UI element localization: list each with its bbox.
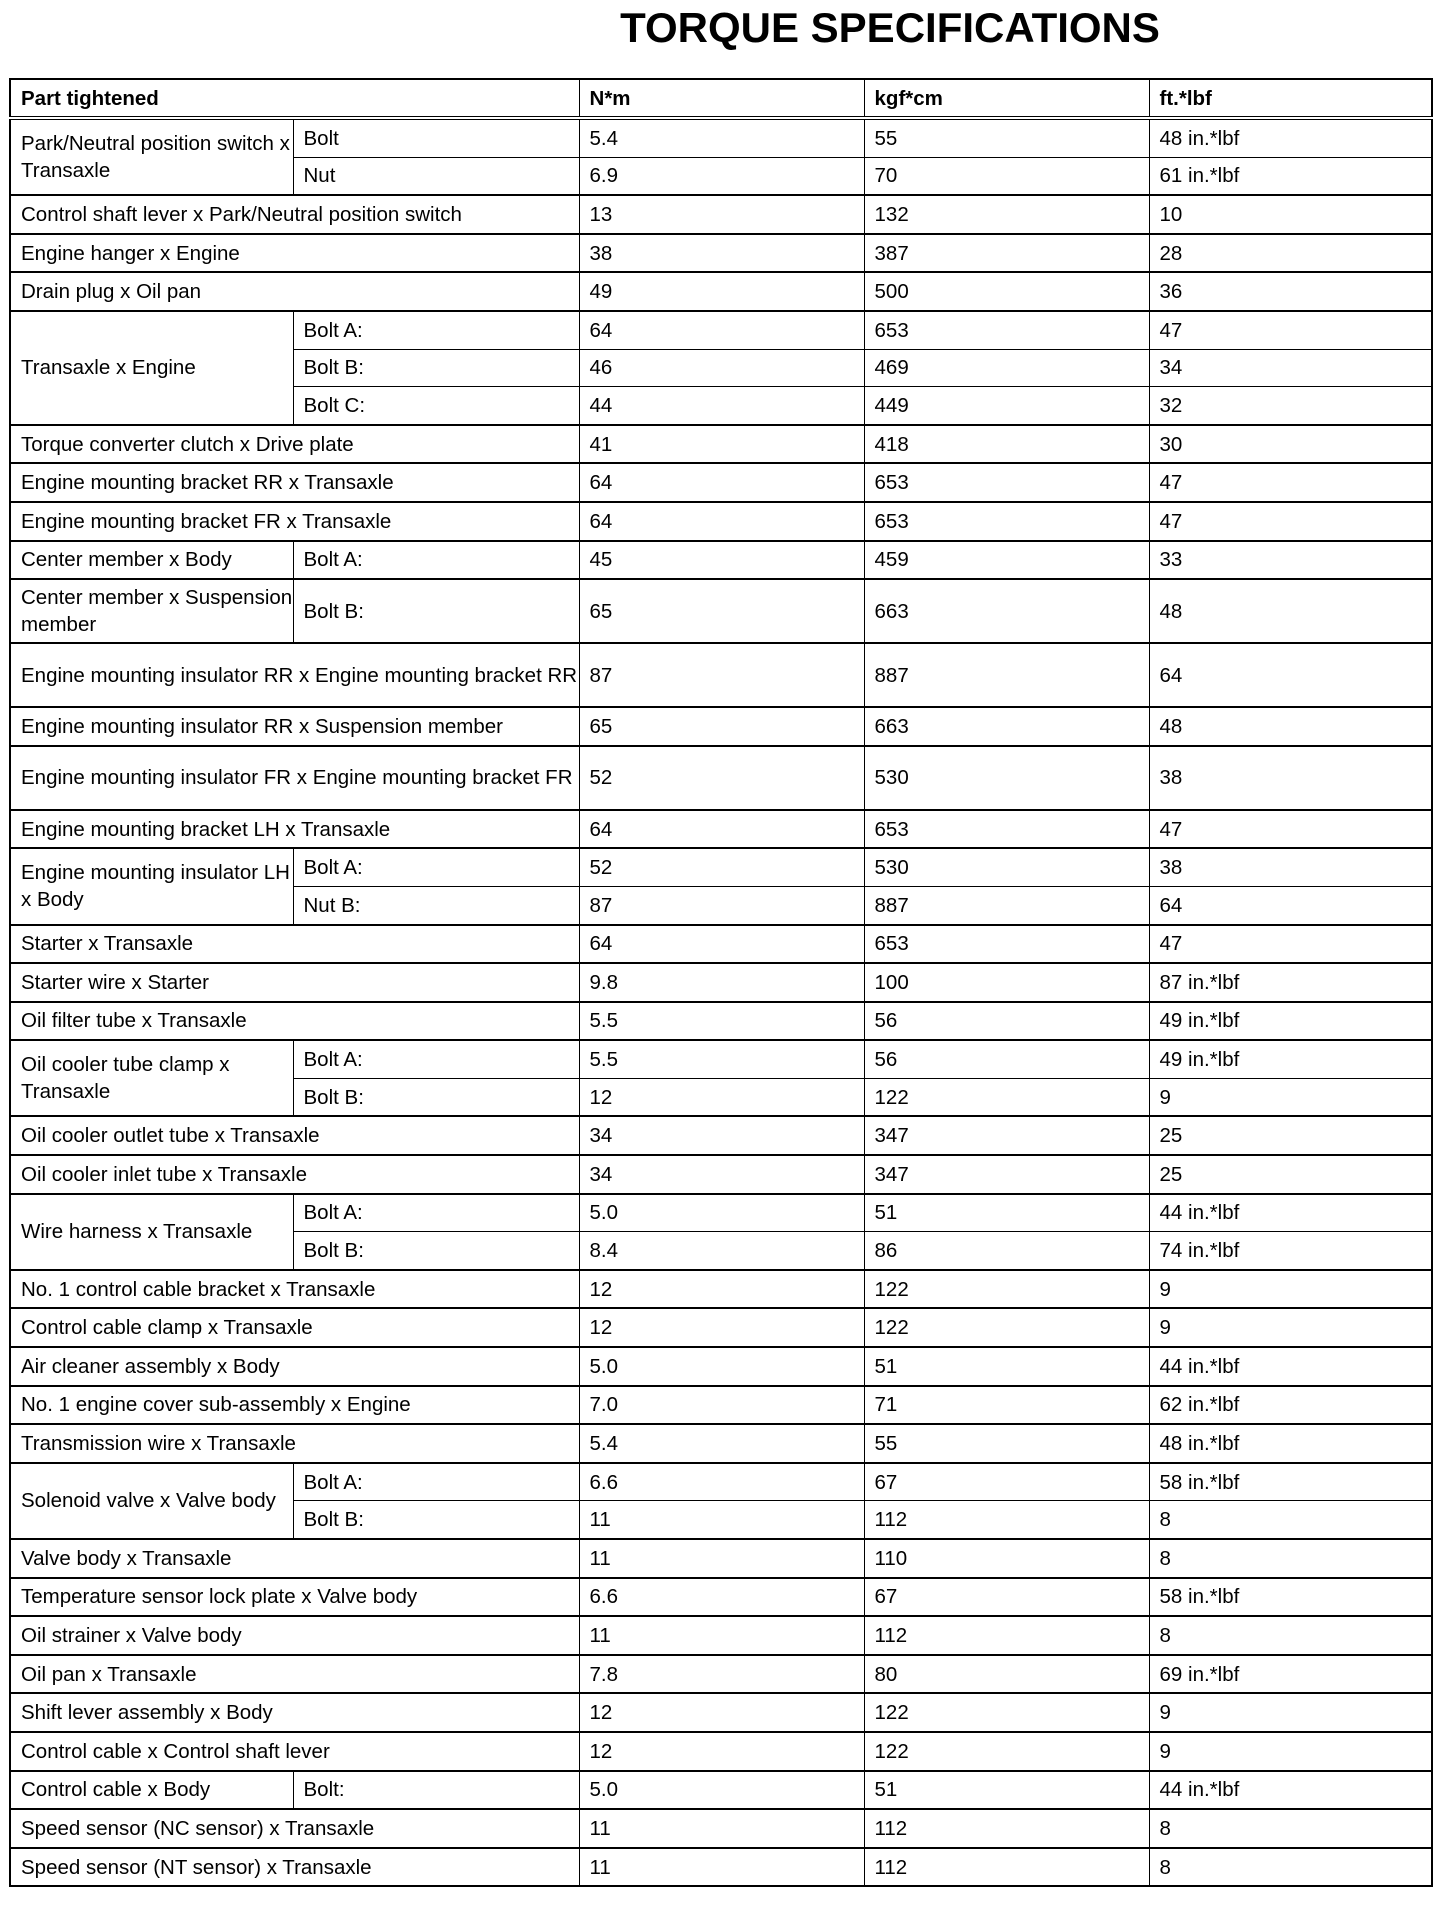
ftlbf-cell: 8 — [1149, 1501, 1432, 1539]
kgf-cell: 55 — [864, 118, 1149, 157]
part-cell: Engine mounting bracket LH x Transaxle — [10, 810, 579, 849]
ftlbf-cell: 74 in.*lbf — [1149, 1232, 1432, 1270]
ftlbf-cell: 25 — [1149, 1155, 1432, 1194]
table-row — [10, 1578, 1432, 1617]
part-cell: Control shaft lever x Park/Neutral position switch — [10, 195, 579, 234]
table-row — [10, 810, 1432, 849]
ftlbf-cell: 8 — [1149, 1539, 1432, 1578]
part-cell: Engine mounting insulator LH x Body — [10, 848, 293, 924]
nm-cell: 64 — [579, 925, 864, 964]
part-cell: No. 1 control cable bracket x Transaxle — [10, 1270, 579, 1309]
kgf-cell: 500 — [864, 272, 1149, 311]
ftlbf-cell: 47 — [1149, 502, 1432, 541]
sub-cell: Bolt B: — [293, 1501, 579, 1539]
part-cell: Oil pan x Transaxle — [10, 1655, 579, 1694]
nm-cell: 5.0 — [579, 1194, 864, 1232]
nm-cell: 12 — [579, 1078, 864, 1116]
torque-table — [9, 78, 1433, 1887]
part-cell: Center member x Suspension member — [10, 579, 293, 643]
nm-cell: 12 — [579, 1308, 864, 1347]
table-row — [10, 1308, 1432, 1347]
ftlbf-cell: 44 in.*lbf — [1149, 1194, 1432, 1232]
ftlbf-cell: 69 in.*lbf — [1149, 1655, 1432, 1694]
table-row — [10, 118, 1432, 157]
kgf-cell: 51 — [864, 1347, 1149, 1386]
nm-cell: 9.8 — [579, 963, 864, 1002]
part-cell: Drain plug x Oil pan — [10, 272, 579, 311]
kgf-cell: 387 — [864, 234, 1149, 273]
part-cell: Temperature sensor lock plate x Valve body — [10, 1578, 579, 1617]
kgf-cell: 56 — [864, 1040, 1149, 1078]
nm-cell: 12 — [579, 1693, 864, 1732]
nm-cell: 5.4 — [579, 118, 864, 157]
sub-cell: Bolt: — [293, 1771, 579, 1810]
kgf-cell: 122 — [864, 1270, 1149, 1309]
kgf-cell: 418 — [864, 425, 1149, 464]
nm-cell: 34 — [579, 1116, 864, 1155]
kgf-cell: 112 — [864, 1501, 1149, 1539]
nm-cell: 8.4 — [579, 1232, 864, 1270]
ftlbf-cell: 47 — [1149, 925, 1432, 964]
sub-cell: Nut — [293, 157, 579, 195]
kgf-cell: 887 — [864, 643, 1149, 707]
kgf-cell: 67 — [864, 1578, 1149, 1617]
sub-cell: Bolt A: — [293, 848, 579, 886]
nm-cell: 7.0 — [579, 1386, 864, 1425]
ftlbf-cell: 25 — [1149, 1116, 1432, 1155]
kgf-cell: 51 — [864, 1771, 1149, 1810]
ftlbf-cell: 38 — [1149, 848, 1432, 886]
kgf-cell: 347 — [864, 1155, 1149, 1194]
nm-cell: 5.4 — [579, 1424, 864, 1463]
part-cell: Park/Neutral position switch x Transaxle — [10, 118, 293, 195]
part-cell: Oil cooler tube clamp x Transaxle — [10, 1040, 293, 1116]
part-cell: Wire harness x Transaxle — [10, 1194, 293, 1270]
table-row — [10, 272, 1432, 311]
kgf-cell: 653 — [864, 502, 1149, 541]
page-title: TORQUE SPECIFICATIONS — [620, 4, 1160, 51]
table-row — [10, 1347, 1432, 1386]
ftlbf-cell: 48 — [1149, 579, 1432, 643]
nm-cell: 34 — [579, 1155, 864, 1194]
kgf-cell: 122 — [864, 1693, 1149, 1732]
ftlbf-cell: 64 — [1149, 643, 1432, 707]
nm-cell: 11 — [579, 1539, 864, 1578]
table-row — [10, 1732, 1432, 1771]
ftlbf-cell: 47 — [1149, 463, 1432, 502]
kgf-cell: 530 — [864, 848, 1149, 886]
part-cell: Engine mounting bracket FR x Transaxle — [10, 502, 579, 541]
nm-cell: 11 — [579, 1809, 864, 1848]
nm-cell: 12 — [579, 1732, 864, 1771]
nm-cell: 46 — [579, 349, 864, 387]
kgf-cell: 347 — [864, 1116, 1149, 1155]
part-cell: Engine mounting insulator RR x Engine mounting bracket RR — [10, 643, 579, 707]
nm-cell: 52 — [579, 848, 864, 886]
nm-cell: 13 — [579, 195, 864, 234]
kgf-cell: 530 — [864, 746, 1149, 810]
table-row — [10, 1463, 1432, 1501]
nm-cell: 7.8 — [579, 1655, 864, 1694]
ftlbf-cell: 47 — [1149, 311, 1432, 349]
nm-cell: 6.6 — [579, 1463, 864, 1501]
table-row — [10, 1424, 1432, 1463]
kgf-cell: 122 — [864, 1078, 1149, 1116]
ftlbf-cell: 9 — [1149, 1693, 1432, 1732]
sub-cell: Bolt — [293, 118, 579, 157]
kgf-cell: 887 — [864, 886, 1149, 924]
nm-cell: 87 — [579, 643, 864, 707]
part-cell: Oil strainer x Valve body — [10, 1616, 579, 1655]
part-cell: Engine mounting insulator RR x Suspension member — [10, 707, 579, 746]
kgf-cell: 80 — [864, 1655, 1149, 1694]
ftlbf-cell: 61 in.*lbf — [1149, 157, 1432, 195]
kgf-cell: 653 — [864, 810, 1149, 849]
nm-cell: 44 — [579, 387, 864, 425]
ftlbf-cell: 9 — [1149, 1270, 1432, 1309]
sub-cell: Bolt A: — [293, 1194, 579, 1232]
nm-cell: 65 — [579, 707, 864, 746]
ftlbf-cell: 58 in.*lbf — [1149, 1463, 1432, 1501]
nm-cell: 6.6 — [579, 1578, 864, 1617]
table-row — [10, 1539, 1432, 1578]
nm-cell: 87 — [579, 886, 864, 924]
nm-cell: 64 — [579, 311, 864, 349]
part-cell: Torque converter clutch x Drive plate — [10, 425, 579, 464]
kgf-cell: 112 — [864, 1848, 1149, 1887]
part-cell: Valve body x Transaxle — [10, 1539, 579, 1578]
ftlbf-cell: 8 — [1149, 1848, 1432, 1887]
table-row — [10, 579, 1432, 643]
kgf-cell: 653 — [864, 925, 1149, 964]
table-row — [10, 1386, 1432, 1425]
nm-cell: 64 — [579, 463, 864, 502]
table-row — [10, 1655, 1432, 1694]
nm-cell: 41 — [579, 425, 864, 464]
part-cell: Starter x Transaxle — [10, 925, 579, 964]
header-nm: N*m — [579, 79, 864, 118]
ftlbf-cell: 9 — [1149, 1732, 1432, 1771]
nm-cell: 12 — [579, 1270, 864, 1309]
table-row — [10, 541, 1432, 580]
kgf-cell: 663 — [864, 579, 1149, 643]
nm-cell: 11 — [579, 1848, 864, 1887]
table-row — [10, 1848, 1432, 1887]
nm-cell: 5.5 — [579, 1040, 864, 1078]
kgf-cell: 449 — [864, 387, 1149, 425]
table-row — [10, 1693, 1432, 1732]
nm-cell: 64 — [579, 502, 864, 541]
nm-cell: 5.0 — [579, 1347, 864, 1386]
kgf-cell: 122 — [864, 1732, 1149, 1771]
nm-cell: 64 — [579, 810, 864, 849]
part-cell: Oil cooler outlet tube x Transaxle — [10, 1116, 579, 1155]
kgf-cell: 100 — [864, 963, 1149, 1002]
table-row — [10, 425, 1432, 464]
sub-cell: Bolt C: — [293, 387, 579, 425]
sub-cell: Bolt A: — [293, 311, 579, 349]
table-header-row — [10, 79, 1432, 118]
ftlbf-cell: 49 in.*lbf — [1149, 1040, 1432, 1078]
part-cell: Speed sensor (NC sensor) x Transaxle — [10, 1809, 579, 1848]
kgf-cell: 86 — [864, 1232, 1149, 1270]
nm-cell: 6.9 — [579, 157, 864, 195]
nm-cell: 5.5 — [579, 1002, 864, 1041]
part-cell: Control cable x Body — [10, 1771, 293, 1810]
table-row — [10, 1270, 1432, 1309]
sub-cell: Nut B: — [293, 886, 579, 924]
part-cell: Engine mounting bracket RR x Transaxle — [10, 463, 579, 502]
table-row — [10, 234, 1432, 273]
ftlbf-cell: 9 — [1149, 1078, 1432, 1116]
ftlbf-cell: 28 — [1149, 234, 1432, 273]
sub-cell: Bolt B: — [293, 1078, 579, 1116]
sub-cell: Bolt A: — [293, 1040, 579, 1078]
kgf-cell: 653 — [864, 311, 1149, 349]
kgf-cell: 112 — [864, 1616, 1149, 1655]
table-row — [10, 1809, 1432, 1848]
header-part: Part tightened — [10, 79, 579, 118]
kgf-cell: 67 — [864, 1463, 1149, 1501]
table-row — [10, 195, 1432, 234]
ftlbf-cell: 34 — [1149, 349, 1432, 387]
table-row — [10, 746, 1432, 810]
ftlbf-cell: 32 — [1149, 387, 1432, 425]
kgf-cell: 71 — [864, 1386, 1149, 1425]
part-cell: Control cable x Control shaft lever — [10, 1732, 579, 1771]
part-cell: Air cleaner assembly x Body — [10, 1347, 579, 1386]
ftlbf-cell: 62 in.*lbf — [1149, 1386, 1432, 1425]
ftlbf-cell: 38 — [1149, 746, 1432, 810]
nm-cell: 49 — [579, 272, 864, 311]
kgf-cell: 112 — [864, 1809, 1149, 1848]
table-row — [10, 643, 1432, 707]
kgf-cell: 55 — [864, 1424, 1149, 1463]
part-cell: Solenoid valve x Valve body — [10, 1463, 293, 1539]
part-cell: Control cable clamp x Transaxle — [10, 1308, 579, 1347]
ftlbf-cell: 9 — [1149, 1308, 1432, 1347]
ftlbf-cell: 44 in.*lbf — [1149, 1771, 1432, 1810]
kgf-cell: 459 — [864, 541, 1149, 580]
kgf-cell: 110 — [864, 1539, 1149, 1578]
table-row — [10, 1194, 1432, 1232]
sub-cell: Bolt B: — [293, 1232, 579, 1270]
table-row — [10, 963, 1432, 1002]
table-row — [10, 1616, 1432, 1655]
ftlbf-cell: 64 — [1149, 886, 1432, 924]
part-cell: Engine hanger x Engine — [10, 234, 579, 273]
ftlbf-cell: 58 in.*lbf — [1149, 1578, 1432, 1617]
nm-cell: 45 — [579, 541, 864, 580]
nm-cell: 65 — [579, 579, 864, 643]
ftlbf-cell: 30 — [1149, 425, 1432, 464]
ftlbf-cell: 48 — [1149, 707, 1432, 746]
ftlbf-cell: 87 in.*lbf — [1149, 963, 1432, 1002]
kgf-cell: 663 — [864, 707, 1149, 746]
part-cell: Transmission wire x Transaxle — [10, 1424, 579, 1463]
ftlbf-cell: 36 — [1149, 272, 1432, 311]
table-row — [10, 707, 1432, 746]
table-row — [10, 848, 1432, 886]
table-row — [10, 1155, 1432, 1194]
table-row — [10, 925, 1432, 964]
ftlbf-cell: 33 — [1149, 541, 1432, 580]
kgf-cell: 132 — [864, 195, 1149, 234]
kgf-cell: 469 — [864, 349, 1149, 387]
part-cell: Center member x Body — [10, 541, 293, 580]
kgf-cell: 56 — [864, 1002, 1149, 1041]
part-cell: Shift lever assembly x Body — [10, 1693, 579, 1732]
part-cell: Engine mounting insulator FR x Engine mounting bracket FR — [10, 746, 579, 810]
table-row — [10, 463, 1432, 502]
sub-cell: Bolt B: — [293, 579, 579, 643]
part-cell: Transaxle x Engine — [10, 311, 293, 425]
part-cell: Oil cooler inlet tube x Transaxle — [10, 1155, 579, 1194]
sub-cell: Bolt A: — [293, 1463, 579, 1501]
table-row — [10, 1116, 1432, 1155]
nm-cell: 11 — [579, 1501, 864, 1539]
kgf-cell: 122 — [864, 1308, 1149, 1347]
ftlbf-cell: 8 — [1149, 1809, 1432, 1848]
part-cell: Oil filter tube x Transaxle — [10, 1002, 579, 1041]
part-cell: Speed sensor (NT sensor) x Transaxle — [10, 1848, 579, 1887]
header-ftlbf: ft.*lbf — [1149, 79, 1432, 118]
nm-cell: 11 — [579, 1616, 864, 1655]
ftlbf-cell: 10 — [1149, 195, 1432, 234]
sub-cell: Bolt B: — [293, 349, 579, 387]
kgf-cell: 70 — [864, 157, 1149, 195]
nm-cell: 52 — [579, 746, 864, 810]
nm-cell: 5.0 — [579, 1771, 864, 1810]
table-row — [10, 311, 1432, 349]
ftlbf-cell: 48 in.*lbf — [1149, 118, 1432, 157]
kgf-cell: 51 — [864, 1194, 1149, 1232]
part-cell: Starter wire x Starter — [10, 963, 579, 1002]
table-row — [10, 1002, 1432, 1041]
ftlbf-cell: 47 — [1149, 810, 1432, 849]
nm-cell: 38 — [579, 234, 864, 273]
ftlbf-cell: 48 in.*lbf — [1149, 1424, 1432, 1463]
kgf-cell: 653 — [864, 463, 1149, 502]
ftlbf-cell: 44 in.*lbf — [1149, 1347, 1432, 1386]
table-row — [10, 1040, 1432, 1078]
table-row — [10, 502, 1432, 541]
sub-cell: Bolt A: — [293, 541, 579, 580]
header-kgf: kgf*cm — [864, 79, 1149, 118]
table-row — [10, 1771, 1432, 1810]
ftlbf-cell: 49 in.*lbf — [1149, 1002, 1432, 1041]
ftlbf-cell: 8 — [1149, 1616, 1432, 1655]
part-cell: No. 1 engine cover sub-assembly x Engine — [10, 1386, 579, 1425]
